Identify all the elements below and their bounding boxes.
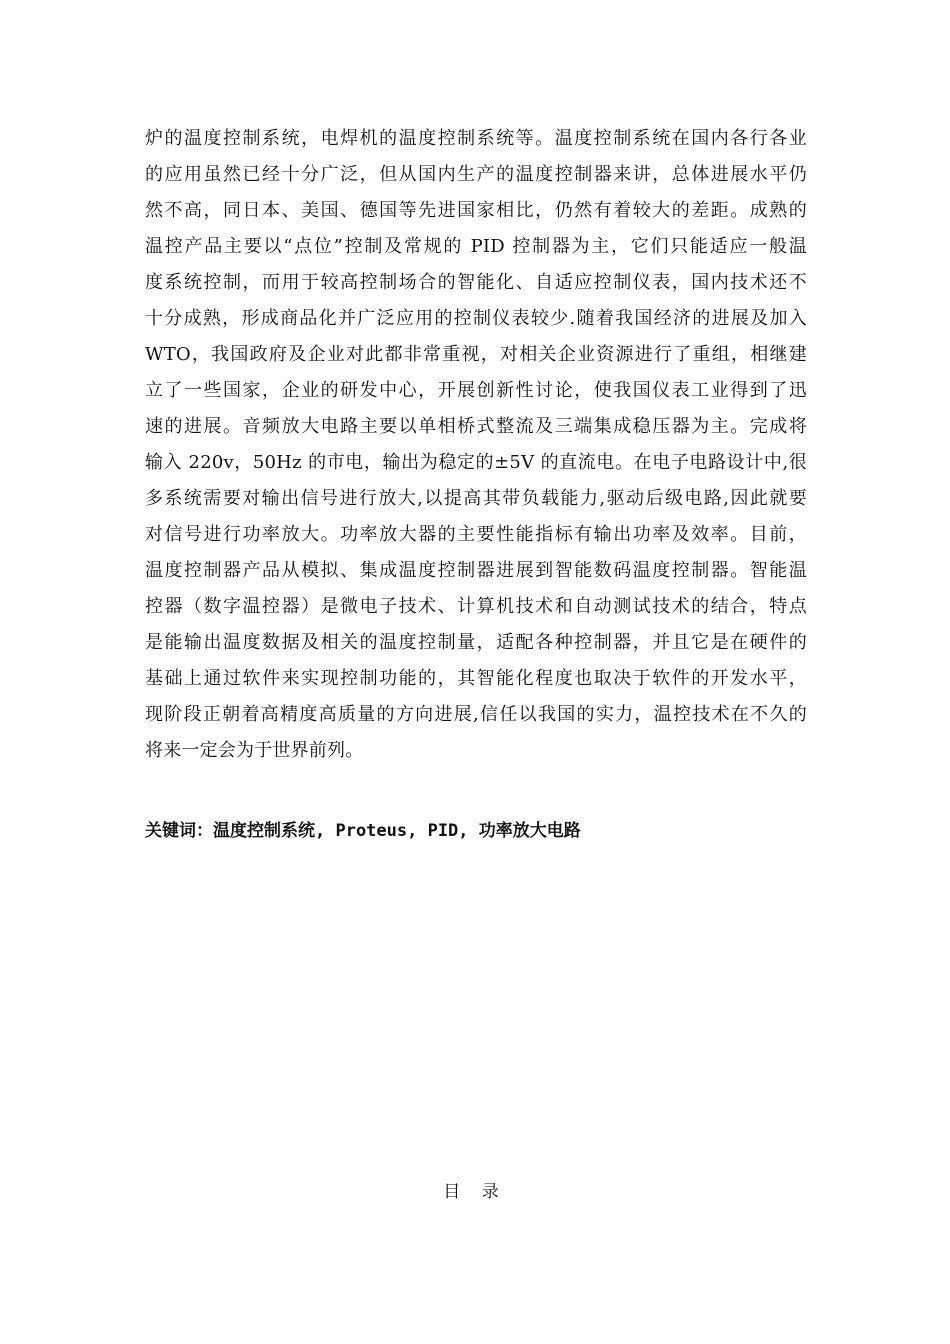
text-line: 立了一些国家，企业的研发中心，开展创新性讨论，使我国仪表工业得到了迅 xyxy=(145,380,807,401)
text-line: 然不高，同日本、美国、德国等先进国家相比，仍然有着较大的差距。成熟的 xyxy=(145,200,807,221)
text-line: 十分成熟，形成商品化并广泛应用的控制仪表较少.随着我国经济的进展及加入 xyxy=(145,308,807,329)
text-line: 输入 220v，50Hz 的市电，输出为稳定的±5V 的直流电。在电子电路设计中,很 xyxy=(145,452,807,473)
text-line: 对信号进行功率放大。功率放大器的主要性能指标有输出功率及效率。目前， xyxy=(145,524,807,545)
keywords-line xyxy=(145,818,807,844)
text-line: 基础上通过软件来实现控制功能的，其智能化程度也取决于软件的开发水平， xyxy=(145,668,807,689)
text-line: 多系统需要对输出信号进行放大,以提高其带负载能力,驱动后级电路,因此就要 xyxy=(145,488,807,509)
text-line: 的应用虽然已经十分广泛，但从国内生产的温度控制器来讲，总体进展水平仍 xyxy=(145,164,807,185)
body-paragraph xyxy=(145,121,807,769)
text-line: 将来一定会为于世界前列。 xyxy=(145,740,364,761)
text-line: 是能输出温度数据及相关的温度控制量，适配各种控制器，并且它是在硬件的 xyxy=(145,632,807,653)
text-line: 温控产品主要以“点位”控制及常规的 PID 控制器为主，它们只能适应一般温 xyxy=(145,236,807,257)
text-line: WTO，我国政府及企业对此都非常重视，对相关企业资源进行了重组，相继建 xyxy=(145,344,807,365)
keywords-label: 关键词： xyxy=(145,821,213,841)
table-of-contents-title: 目 录 xyxy=(443,1182,507,1202)
text-line: 现阶段正朝着高精度高质量的方向进展,信任以我国的实力，温控技术在不久的 xyxy=(145,704,807,725)
text-line: 速的进展。音频放大电路主要以单相桥式整流及三端集成稳压器为主。完成将 xyxy=(145,416,807,437)
text-line: 炉的温度控制系统，电焊机的温度控制系统等。温度控制系统在国内各行各业 xyxy=(145,128,807,149)
text-line: 控器（数字温控器）是微电子技术、计算机技术和自动测试技术的结合，特点 xyxy=(145,596,807,617)
text-line: 度系统控制，而用于较高控制场合的智能化、自适应控制仪表，国内技术还不 xyxy=(145,272,807,293)
keywords-terms: 温度控制系统, Proteus, PID, 功率放大电路 xyxy=(213,821,581,841)
text-line: 温度控制器产品从模拟、集成温度控制器进展到智能数码温度控制器。智能温 xyxy=(145,560,807,581)
